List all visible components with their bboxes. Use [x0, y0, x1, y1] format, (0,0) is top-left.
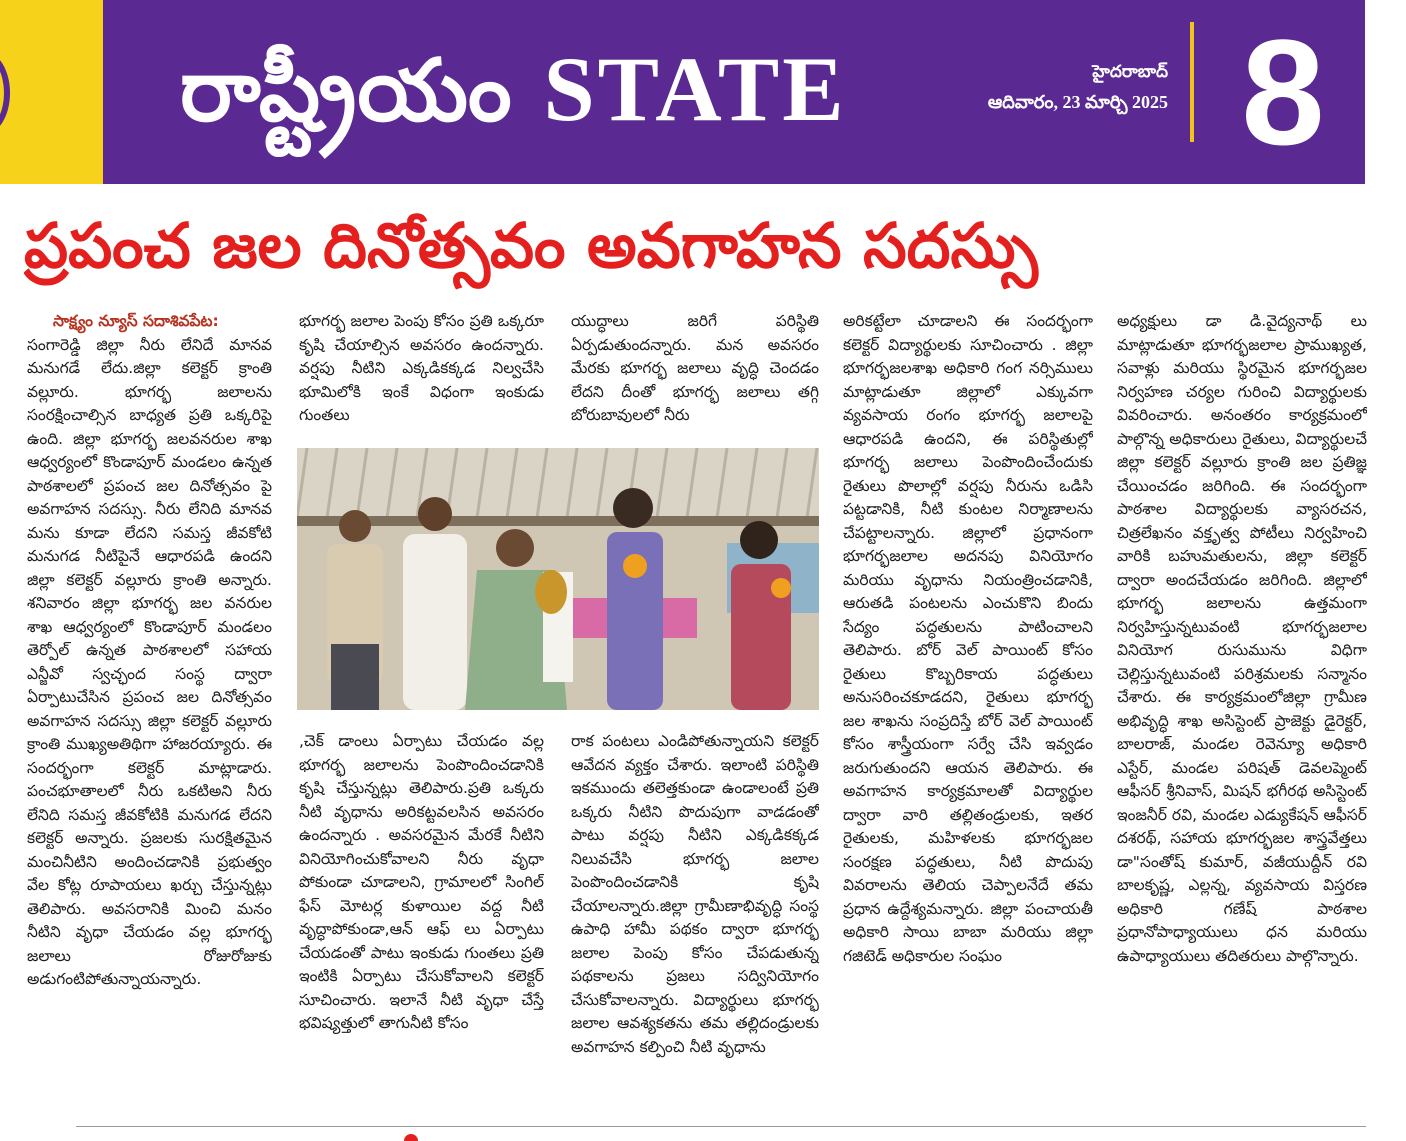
page-bottom-rule	[76, 1126, 1366, 1127]
article-column-2-top: భూగర్భ జలాల పెంపు కోసం ప్రతి ఒక్కరూ కృషి చేయాల్సిన అవసరం ఉందన్నారు. వర్షపు నీటిని ఎక్కడికక్కడ నిల్వచేసి భూమిలోకి ఇంకే విధంగా ఇంకుడు గుంతలు	[299, 312, 544, 424]
article-photo	[297, 448, 819, 710]
article-column-1	[27, 310, 272, 1110]
page-bottom-marker	[404, 1134, 418, 1141]
masthead-band	[0, 0, 1365, 184]
section-title	[180, 34, 847, 144]
article-column-3-bottom: రాక పంటలు ఎండిపోతున్నాయని కలెక్టర్ ఆవేదన వ్యక్తం చేశారు. ఇలాంటి పరిస్థితి ఇకముందు తలెత్తకుండా ఉండాలంటే ప్రతి ఒక్కరు నీటిని పొదుపుగా వాడడంతో పాటు వర్షపు నీటిని ఎక్కడికక్కడ నిలువచేసి భూగర్భ జలాల పెంపొందించడానికి కృషి చేయాలన్నారు.జిల్లా గ్రామీణాభివృద్ధి సంస్థ ఉపాధి హామీ పథకం ద్వారా భూగర్భ జలాల పెంపు కోసం చేపడుతున్న పథకాలను ప్రజలు సద్వినియోగం చేసుకోవాలన్నారు. విద్యార్థులు భూగర్భ జలాల ఆవశ్యకతను తమ తల్లిదండ్రులకు అవగాహన కల్పించి నీటి వృధాను	[571, 732, 819, 1056]
page-number: 8	[1241, 8, 1325, 176]
masthead-divider	[1190, 22, 1194, 142]
article-column-4: అరికట్టేలా చూడాలని ఈ సందర్భంగా కలెక్టర్ విద్యార్థులకు సూచించారు . జిల్లా భూగర్భజలశాఖ అధికారి గంగ నర్సిములు మాట్లాడుతూ జిల్లాలో ఎక్కువగా వ్యవసాయ రంగం భూగర్భ జలాలపై ఆధారపడి ఉందని, ఈ పరిస్థితుల్లో భూగర్భ జలాలు పెంపొందించేందుకు రైతులు పొలాల్లో వర్షపు నీరును ఒడిసి పట్టడానికి, నీటి కుంటల నిర్మాణాలను చేపట్టాలన్నారు. జిల్లాలో ప్రధానంగా భూగర్భజలాల అదనపు వినియోగం మరియు వృధాను నియంత్రించడానికి, ఆరుతడి పంటలను ఎంచుకొని బిందు సేద్యం పద్ధతులను పాటించాలని తెలిపారు. బోర్ వెల్ పాయింట్ కోసం రైతులు కొబ్బరికాయ పద్ధతులు అనుసరించకూడదని, రైతులు భూగర్భ జల శాఖను సంప్రదిస్తే బోర్ వెల్ పాయింట్ కోసం శాస్త్రీయంగా సర్వే చేసి ఇవ్వడం జరుగుతుందని ఆయన తెలిపారు. ఈ అవగాహన కార్యక్రమాలతో విద్యార్థుల ద్వారా వారి తల్లితండ్రులకు, ఇతర రైతులకు, మహిళలకు భూగర్భజల సంరక్షణ పద్ధతులు, నీటి పొదుపు వివరాలను తెలియ చెప్పాలనేదే తమ ప్రధాన ఉద్దేశ్యమన్నారు. జిల్లా పంచాయతీ అధికారి సాయి బాబా మరియు జిల్లా గజిటెడ్ అధికారుల సంఘం	[843, 312, 1093, 965]
article-column-5: అధ్యక్షులు డా డి.వైద్యనాథ్ లు మాట్లాడుతూ భూగర్భజలాల ప్రాముఖ్యత, సవాళ్లు మరియు స్థిరమైన భూగర్భజల నిర్వహణ చర్యల గురించి విద్యార్థులకు వివరించారు. అనంతరం కార్యక్రమంలో పాల్గొన్న అధికారులు రైతులు, విద్యార్థులచే జిల్లా కలెక్టర్ వల్లూరు క్రాంతి జల ప్రతిజ్ఞ చేయించడం జరిగింది. ఈ సందర్భంగా పాఠశాల విద్యార్థులకు వ్యాసరచన, చిత్రలేఖనం వక్తృత్వ పోటీలు నిర్వహించి వారికి బహుమతులను, జిల్లా కలెక్టర్ ద్వారా అందచేయడం జరిగింది. జిల్లాలో భూగర్భ జలాలను ఉత్తమంగా నిర్వహిస్తున్నటువంటి భూగర్భజలాల వినియోగ రుసుమును విధిగా చెల్లిస్తున్నటువంటి పరిశ్రమలకు సన్మానం చేశారు. ఈ కార్యక్రమంలోజిల్లా గ్రామీణ అభివృద్ధి శాఖ అసిస్టెంట్ ప్రాజెక్టు డైరెక్టర్, బాలరాజ్, మండల రెవెన్యూ అధికారి ఎస్టేర్, మండల పరిషత్ డెవలప్మెంట్ ఆఫీసర్ శ్రీనివాస్, మిషన్ భగీరథ అసిస్టెంట్ ఇంజనీర్ రవి, మండల ఎడ్యుకేషన్ ఆఫీసర్ దశరథ్, సహాయ భూగర్భజల శాస్త్రవేత్తలు డా"సంతోష్ కుమార్, వజీయుద్దీన్ రవి బాలకృష్ణ, ఎల్లన్న, వ్యవసాయ విస్తరణ అధికారి గణేష్ పాఠశాల ప్రధానోపాధ్యాయులు ధన మరియు ఉపాధ్యాయులు తదితరులు పాల్గొన్నారు.	[1117, 312, 1367, 965]
article-column-2-bottom: ,చెక్ డాంలు ఏర్పాటు చేయడం వల్ల భూగర్భ జలాలను పెంపొందించడానికి కృషి చేస్తున్నట్లు తెలిపారు.ప్రతి ఒక్కరు నీటి వృధాను అరికట్టవలసిన అవసరం ఉందన్నారు . అవసరమైన మేరకే నీటిని వినియోగించుకోవాలని నీరు వృధా పోకుండా చూడాలని, గ్రామాలలో సింగిల్ ఫేస్ మోటర్ల కుళాయిల వద్ద నీటి వృద్ధాపోకుండా,ఆన్ ఆఫ్ లు ఏర్పాటు చేయడంతో పాటు ఇంకుడు గుంతలు ప్రతి ఇంటికి ఏర్పాటు చేసుకోవాలని కలెక్టర్ సూచించారు. ఇలానే నీటి వృధా చేస్తే భవిష్యత్తులో తాగునీటి కోసం	[299, 732, 544, 1032]
article-headline: ప్రపంచ జల దినోత్సవం అవగాహన సదస్సు	[24, 209, 1038, 282]
dateline-city: హైదరాబాద్	[1092, 62, 1168, 82]
section-title-english: STATE	[543, 38, 847, 140]
article-column-1-text: సంగారెడ్డి జిల్లా నీరు లేనిదే మానవ మనుగడే లేదు.జిల్లా కలెక్టర్ క్రాంతి వల్లూరు. భూగర్భ జలాలను సంరక్షించాల్సిన బాధ్యత ప్రతి ఒక్కరిపై ఉంది. జిల్లా భూగర్భ జలవనరుల శాఖ ఆధ్వర్యంలో కొండాపూర్ మండలం ఉన్నత పాఠశాలలో ప్రపంచ జల దినోత్సవం పై అవగాహన సదస్సు. నీరు లేనిది మానవ మను కూడా లేదని సమస్త జీవకోటి మనుగడ నీటిపైనే ఆధారపడి ఉందని జిల్లా కలెక్టర్ వల్లూరు క్రాంతి అన్నారు. శనివారం జిల్లా భూగర్భ జల వనరుల శాఖ ఆధ్వర్యంలో కొండాపూర్ మండలం తెర్పోల్ ఉన్నత పాఠశాలలో సహాయ ఎన్జీవో స్వచ్ఛంద సంస్థ ద్వారా ఏర్పాటుచేసిన ప్రపంచ జల దినోత్సవం అవగాహన సదస్సు జిల్లా కలెక్టర్ వల్లూరు క్రాంతి ముఖ్యఅతిథిగా హాజరయ్యారు. ఈ సందర్భంగా కలెక్టర్ మాట్లాడారు. పంచభూతాలలో నీరు ఒకటిఅని నీరు లేనిది సమస్త జీవకోటికి మనుగడ లేదని కలెక్టర్ అన్నారు. ప్రజలకు సురక్షితమైన మంచినీటిని అందించడానికి ప్రభుత్వం వేల కోట్ల రూపాయలు ఖర్చు చేస్తున్నట్లు తెలిపారు. అవసరానికి మించి మనం నీటిని వృధా చేయడం వల్ల భూగర్భ జలాలు రోజురోజుకు అడుగంటిపోతున్నాయన్నారు.	[27, 335, 272, 988]
article-byline: సాక్ష్యం న్యూస్ సదాశివపేట:	[53, 312, 219, 330]
section-title-telugu: రాష్ట్రీయం	[180, 40, 513, 141]
dateline-date: ఆదివారం, 23 మార్చి 2025	[987, 92, 1168, 112]
masthead-logo-arc	[0, 52, 10, 134]
article-column-3-top: యుద్ధాలు జరిగే పరిస్థితి ఏర్పడుతుందన్నారు. మన అవసరం మేరకు భూగర్భ జలాలు వృద్ధి చెందడం లేదని దీంతో భూగర్భ జలాలు తగ్గి బోరుబావులలో నీరు	[571, 312, 819, 424]
article-photo-illustration	[297, 448, 819, 710]
masthead-accent-strip	[0, 0, 103, 184]
